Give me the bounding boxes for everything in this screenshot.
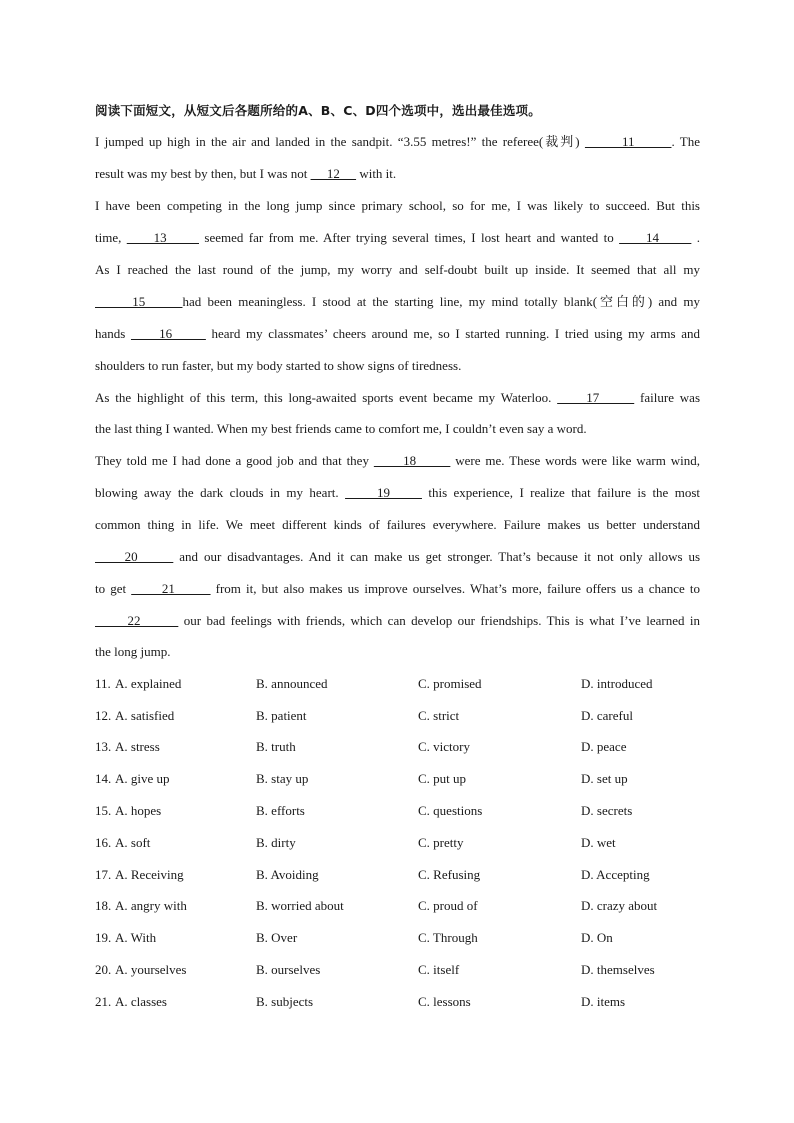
passage-text: hands xyxy=(95,326,131,341)
passage-line xyxy=(95,517,700,533)
option-a[interactable]: A. explained xyxy=(115,676,182,691)
option-d[interactable]: D. items xyxy=(581,994,626,1009)
answer-blank: 22 xyxy=(95,613,179,628)
passage-line xyxy=(95,581,700,597)
passage-line xyxy=(95,166,700,182)
instruction-heading: 阅读下面短文，从短文后各题所给的A、B、C、D四个选项中，选出最佳选项。 xyxy=(95,103,541,118)
answer-blank: 19 xyxy=(345,485,422,500)
option-d[interactable]: D. secrets xyxy=(581,803,633,818)
passage-text: As I reached the last round of the jump, my worry and self-doubt built up inside. It seemed that all my xyxy=(95,262,700,277)
answer-blank: 15 xyxy=(95,294,183,309)
passage-text: common thing in life. We meet different kinds of failures everywhere. Failure makes us better understand xyxy=(95,517,700,532)
passage-text: shoulders to run faster, but my body started to show signs of tiredness. xyxy=(95,358,462,373)
answer-blank: 13 xyxy=(126,230,199,245)
option-d[interactable]: D. introduced xyxy=(581,676,653,691)
question-number: 11. xyxy=(95,676,111,691)
option-c[interactable]: C. lessons xyxy=(418,994,471,1009)
option-d[interactable]: D. peace xyxy=(581,739,627,754)
passage-line xyxy=(95,613,700,629)
passage-line xyxy=(95,198,700,214)
passage-text: failure was xyxy=(634,390,701,405)
option-b[interactable]: B. worried about xyxy=(256,898,344,913)
passage-text: seemed far from me. After trying several times, I lost heart and wanted to xyxy=(199,230,620,245)
answer-blank: 21 xyxy=(131,581,211,596)
answer-blank: 20 xyxy=(95,549,174,564)
option-b[interactable]: B. Over xyxy=(256,930,298,945)
question-number: 13. xyxy=(95,739,112,754)
passage-text: . The xyxy=(671,134,700,149)
option-b[interactable]: B. dirty xyxy=(256,835,296,850)
passage-line xyxy=(95,294,700,310)
option-b[interactable]: B. efforts xyxy=(256,803,305,818)
option-c[interactable]: C. questions xyxy=(418,803,483,818)
option-c[interactable]: C. victory xyxy=(418,739,470,754)
passage-line xyxy=(95,644,700,660)
option-c[interactable]: C. promised xyxy=(418,676,482,691)
passage-text: heard my classmates’ cheers around me, so I started running. I tried using my arms and xyxy=(205,326,700,341)
question-number: 16. xyxy=(95,835,112,850)
answer-blank: 11 xyxy=(584,134,672,149)
option-d[interactable]: D. wet xyxy=(581,835,616,850)
passage-text: the last thing I wanted. When my best friends came to comfort me, I couldn’t even say a word. xyxy=(95,421,587,436)
passage-line xyxy=(95,134,700,150)
passage-line xyxy=(95,230,700,246)
option-b[interactable]: B. patient xyxy=(256,708,307,723)
answer-blank: 16 xyxy=(130,326,206,341)
option-c[interactable]: C. pretty xyxy=(418,835,464,850)
option-c[interactable]: C. proud of xyxy=(418,898,478,913)
option-a[interactable]: A. With xyxy=(115,930,157,945)
passage-text: from it, but also makes us improve ourselves. What’s more, failure offers us a chance to xyxy=(210,581,701,596)
option-b[interactable]: B. subjects xyxy=(256,994,314,1009)
option-d[interactable]: D. On xyxy=(581,930,613,945)
option-a[interactable]: A. hopes xyxy=(115,803,162,818)
passage-line xyxy=(95,421,700,437)
option-d[interactable]: D. set up xyxy=(581,771,628,786)
option-c[interactable]: C. put up xyxy=(418,771,467,786)
passage-line xyxy=(95,390,700,406)
passage-text: had been meaningless. I stood at the starting line, my mind totally blank(空白的) and my xyxy=(182,294,700,309)
question-number: 12. xyxy=(95,708,112,723)
option-a[interactable]: A. stress xyxy=(115,739,160,754)
question-number: 20. xyxy=(95,962,112,977)
passage-line xyxy=(95,453,700,469)
option-a[interactable]: A. yourselves xyxy=(115,962,187,977)
passage-line xyxy=(95,358,700,374)
passage-line xyxy=(95,326,700,342)
question-number: 21. xyxy=(95,994,112,1009)
answer-blank: 14 xyxy=(619,230,692,245)
question-number: 18. xyxy=(95,898,112,913)
passage-text: . xyxy=(691,230,700,245)
option-c[interactable]: C. Through xyxy=(418,930,478,945)
option-a[interactable]: A. angry with xyxy=(115,898,187,913)
passage-text: They told me I had done a good job and that they xyxy=(95,453,374,468)
passage-text: the long jump. xyxy=(95,644,171,659)
question-number: 17. xyxy=(95,867,112,882)
passage-line xyxy=(95,549,700,565)
passage-text: I have been competing in the long jump since primary school, so for me, I was likely to succeed. But this xyxy=(95,198,700,213)
option-d[interactable]: D. themselves xyxy=(581,962,655,977)
question-number: 15. xyxy=(95,803,112,818)
passage-line xyxy=(95,262,700,278)
passage-text: I jumped up high in the air and landed in the sandpit. “3.55 metres!” the referee(裁判) xyxy=(95,134,585,149)
passage-text: blowing away the dark clouds in my heart. xyxy=(95,485,346,500)
option-d[interactable]: D. crazy about xyxy=(581,898,658,913)
passage-text: were me. These words were like warm wind, xyxy=(450,453,701,468)
question-number: 14. xyxy=(95,771,112,786)
passage-text: to get xyxy=(95,581,132,596)
passage-text: this experience, I realize that failure is the most xyxy=(421,485,701,500)
option-a[interactable]: A. give up xyxy=(115,771,170,786)
answer-blank: 17 xyxy=(557,390,635,405)
passage-text: our bad feelings with friends, which can develop our friendships. This is what I’ve learned in xyxy=(178,613,701,628)
passage-text: and our disadvantages. And it can make us get stronger. That’s because it not only allows us xyxy=(173,549,701,564)
option-c[interactable]: C. itself xyxy=(418,962,460,977)
option-d[interactable]: D. Accepting xyxy=(581,867,650,882)
option-a[interactable]: A. Receiving xyxy=(115,867,184,882)
passage-text: As the highlight of this term, this long-awaited sports event became my Waterloo. xyxy=(95,390,558,405)
question-number: 19. xyxy=(95,930,112,945)
passage-text: time, xyxy=(95,230,127,245)
option-b[interactable]: B. Avoiding xyxy=(256,867,319,882)
option-a[interactable]: A. soft xyxy=(115,835,151,850)
option-b[interactable]: B. truth xyxy=(256,739,296,754)
option-c[interactable]: C. strict xyxy=(418,708,460,723)
option-b[interactable]: B. announced xyxy=(256,676,328,691)
option-a[interactable]: A. classes xyxy=(115,994,167,1009)
option-a[interactable]: A. satisfied xyxy=(115,708,175,723)
option-b[interactable]: B. ourselves xyxy=(256,962,321,977)
answer-blank: 12 xyxy=(310,166,357,181)
option-d[interactable]: D. careful xyxy=(581,708,633,723)
option-b[interactable]: B. stay up xyxy=(256,771,309,786)
passage-text: with it. xyxy=(356,166,397,181)
option-c[interactable]: C. Refusing xyxy=(418,867,481,882)
passage-line xyxy=(95,485,700,501)
answer-blank: 18 xyxy=(373,453,451,468)
passage-text: result was my best by then, but I was not xyxy=(95,166,311,181)
